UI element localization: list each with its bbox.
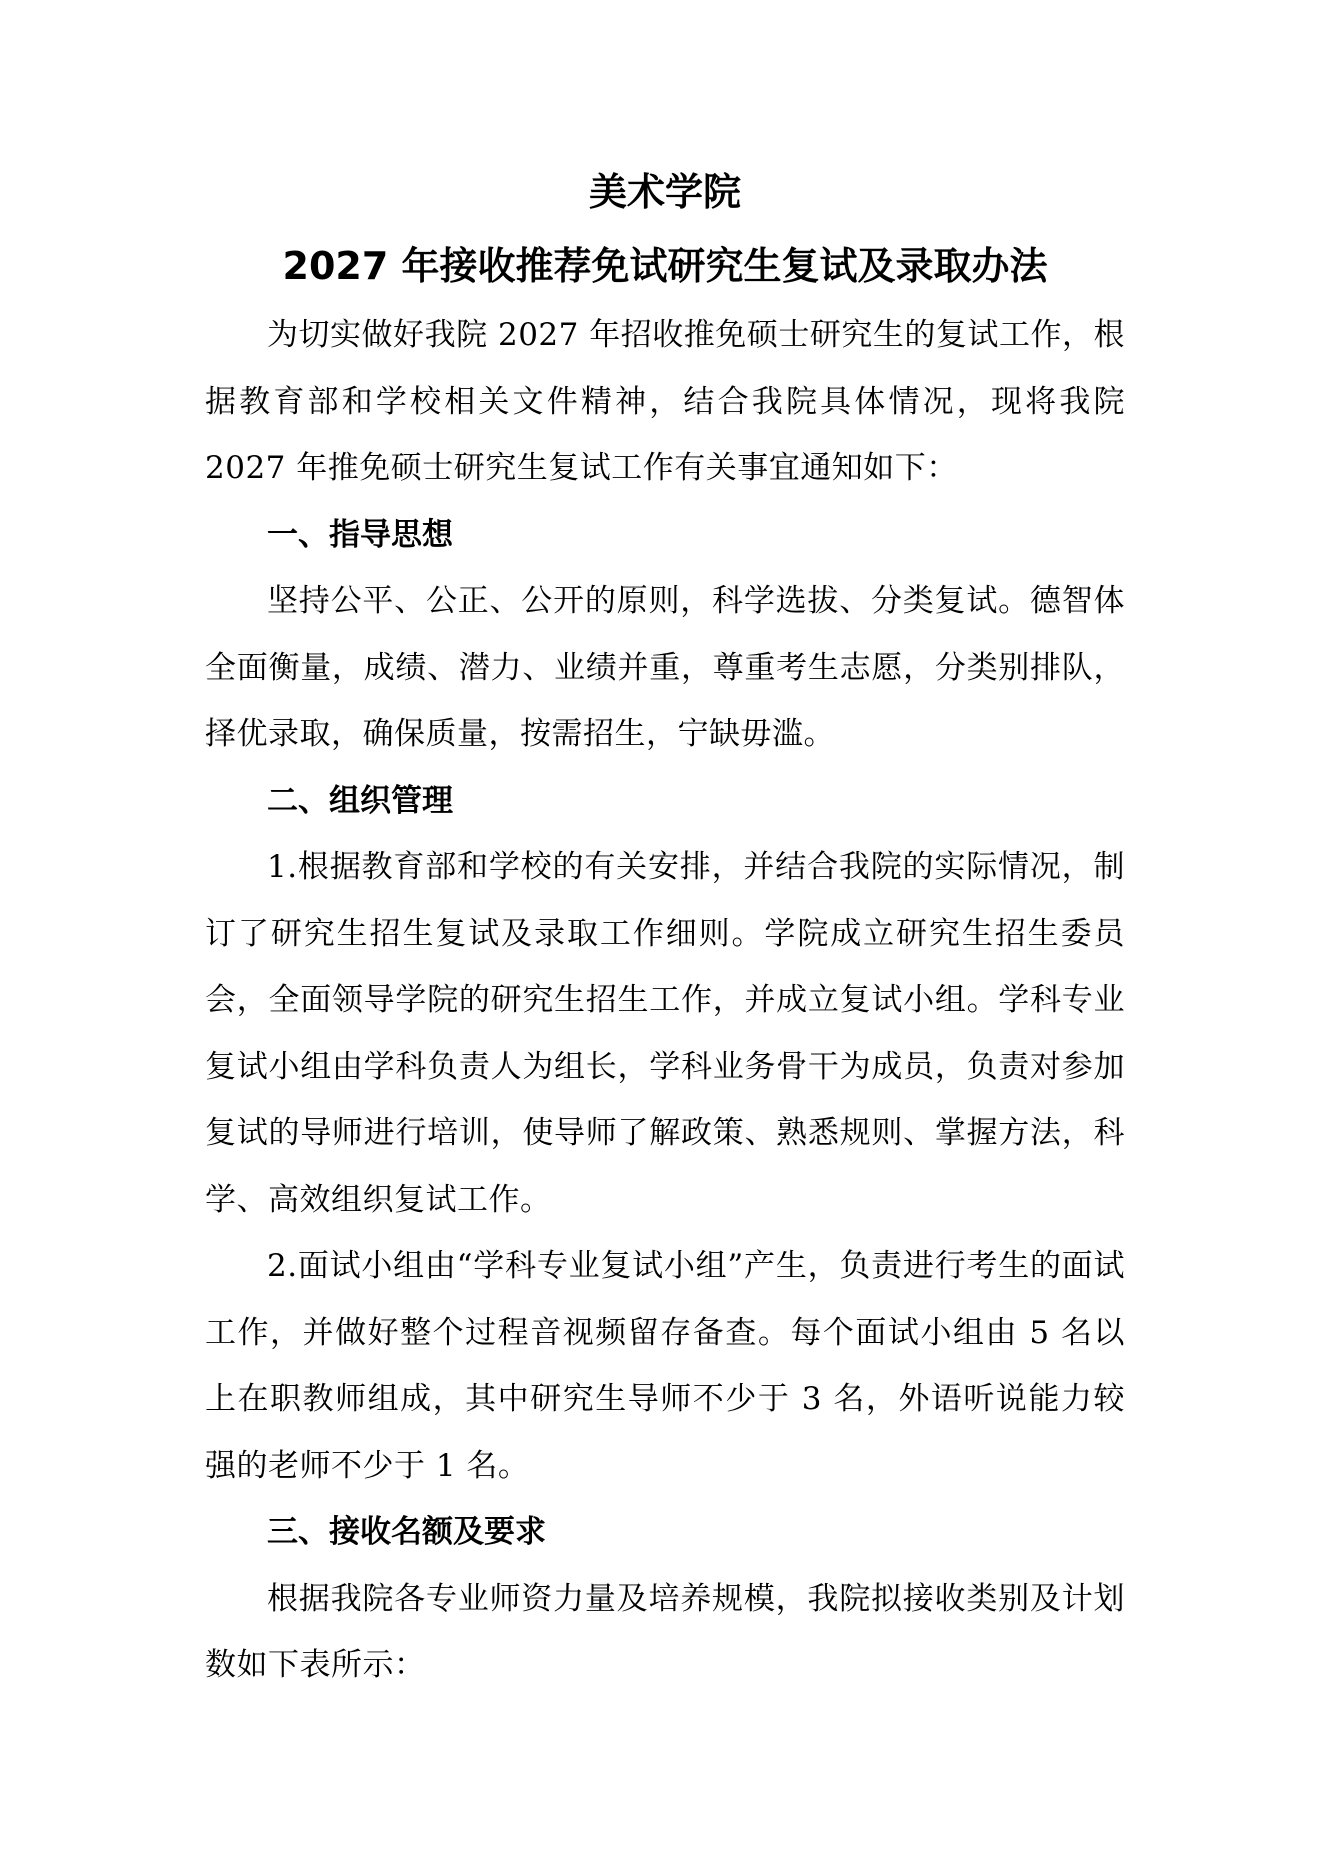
document-title-main: 2027 年接收推荐免试研究生复试及录取办法 — [282, 244, 1048, 288]
section2-item-2: 2.面试小组由“学科专业复试小组”产生，负责进行考生的面试工作，并做好整个过程音视频留存备查。每个面试小组由 5 名以上在职教师组成，其中研究生导师不少于 3 名，外语听说能力较强的老师不少于 1 名。 — [205, 1248, 1125, 1484]
document-title-college: 美术学院 — [588, 170, 741, 214]
section-heading-organization: 二、组织管理 — [267, 782, 453, 819]
intro-paragraph: 为切实做好我院 2027 年招收推免硕士研究生的复试工作，根据教育部和学校相关文件精神，结合我院具体情况，现将我院 2027 年推免硕士研究生复试工作有关事宜通知如下： — [205, 317, 1125, 486]
section-heading-guiding-principles: 一、指导思想 — [267, 516, 453, 553]
section3-paragraph: 根据我院各专业师资力量及培养规模，我院拟接收类别及计划数如下表所示： — [205, 1580, 1125, 1683]
document-body — [205, 168, 1125, 1699]
section-heading-quota: 三、接收名额及要求 — [267, 1514, 546, 1550]
section2-item-1: 1.根据教育部和学校的有关安排，并结合我院的实际情况，制订了研究生招生复试及录取工作细则。学院成立研究生招生委员会，全面领导学院的研究生招生工作，并成立复试小组。学科专业复试小组由学科负责人为组长，学科业务骨干为成员，负责对参加复试的导师进行培训，使导师了解政策、熟悉规则、掌握方法，科学、高效组织复试工作。 — [205, 849, 1125, 1218]
section1-paragraph: 坚持公平、公正、公开的原则，科学选拔、分类复试。德智体全面衡量，成绩、潜力、业绩并重，尊重考生志愿，分类别排队，择优录取，确保质量，按需招生，宁缺毋滥。 — [205, 583, 1125, 752]
